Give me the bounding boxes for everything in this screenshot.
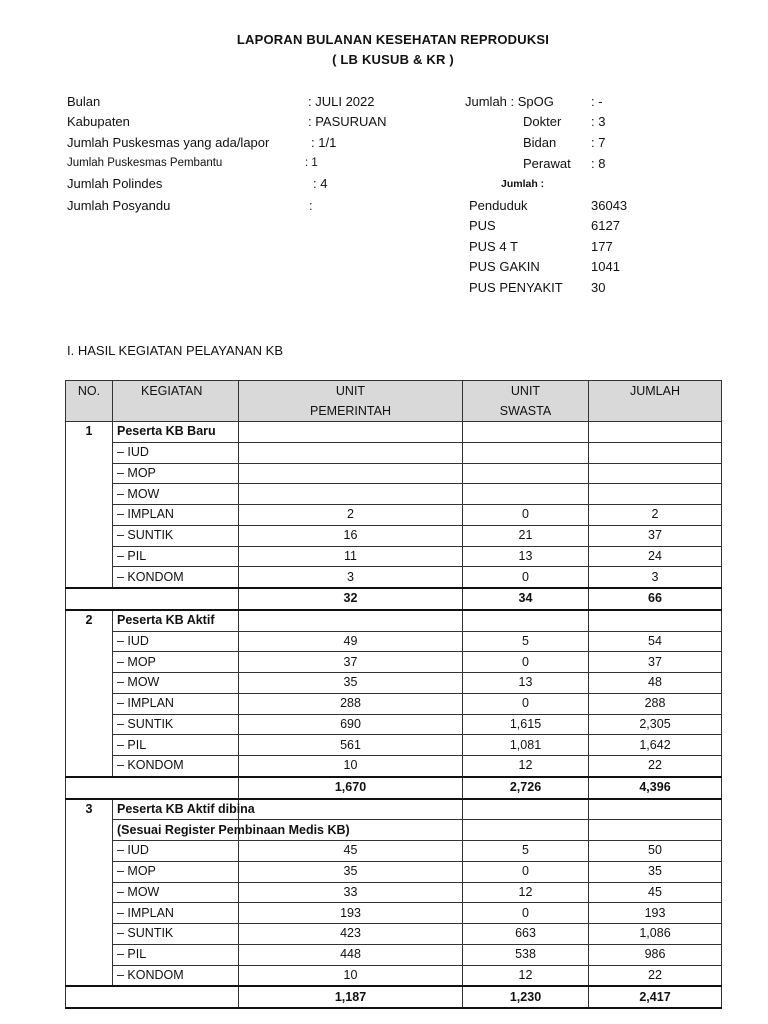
info-label-puskesmas: Jumlah Puskesmas yang ada/lapor bbox=[67, 135, 270, 150]
row-swasta: 1,081 bbox=[463, 735, 589, 756]
row-label: – MOP bbox=[113, 652, 239, 673]
pem-empty-cell bbox=[239, 799, 463, 820]
swa-empty-cell bbox=[463, 422, 589, 443]
row-swasta: 0 bbox=[463, 861, 589, 882]
row-swasta: 13 bbox=[463, 673, 589, 694]
row-swasta: 663 bbox=[463, 924, 589, 945]
table-row bbox=[66, 673, 722, 694]
header-unit-pemerintah bbox=[239, 381, 463, 422]
row-pemerintah: 10 bbox=[239, 756, 463, 777]
info-label-bulan: Bulan bbox=[67, 94, 101, 109]
swa-empty-cell bbox=[463, 610, 589, 631]
row-swasta: 538 bbox=[463, 944, 589, 965]
table-row bbox=[66, 463, 722, 484]
row-pemerintah: 35 bbox=[239, 673, 463, 694]
row-label: – IUD bbox=[113, 442, 239, 463]
kb-results-table bbox=[65, 380, 722, 1009]
table-row bbox=[66, 442, 722, 463]
pop-value-penduduk: 36043 bbox=[591, 198, 628, 213]
row-jumlah: 2 bbox=[589, 505, 722, 526]
row-jumlah: 1,642 bbox=[589, 735, 722, 756]
table-row bbox=[66, 505, 722, 526]
row-swasta: 0 bbox=[463, 903, 589, 924]
table-row bbox=[66, 525, 722, 546]
group-number: 2 bbox=[66, 610, 113, 777]
total-pemerintah: 1,187 bbox=[239, 986, 463, 1008]
row-label: – IUD bbox=[113, 841, 239, 862]
table-row bbox=[66, 546, 722, 567]
row-jumlah: 24 bbox=[589, 546, 722, 567]
group-number: 3 bbox=[66, 799, 113, 987]
info-label-polindes: Jumlah Polindes bbox=[67, 176, 163, 191]
pop-label-pus4t: PUS 4 T bbox=[469, 239, 518, 254]
info-label-pustu: Jumlah Puskesmas Pembantu bbox=[67, 157, 223, 169]
table-total-row bbox=[66, 588, 722, 610]
row-label: – SUNTIK bbox=[113, 714, 239, 735]
table-row bbox=[66, 756, 722, 777]
pop-label-penduduk: Penduduk bbox=[469, 198, 528, 213]
table-total-row bbox=[66, 986, 722, 1008]
row-pemerintah: 11 bbox=[239, 546, 463, 567]
row-label: – PIL bbox=[113, 735, 239, 756]
row-swasta: 12 bbox=[463, 882, 589, 903]
row-label: – SUNTIK bbox=[113, 525, 239, 546]
row-pemerintah: 690 bbox=[239, 714, 463, 735]
info-label-kabupaten: Kabupaten bbox=[67, 114, 130, 129]
row-label: – MOP bbox=[113, 861, 239, 882]
jumlah-heading: Jumlah : bbox=[501, 178, 545, 190]
group-title: (Sesuai Register Pembinaan Medis KB) bbox=[113, 820, 239, 841]
header-unit-swasta bbox=[463, 381, 589, 422]
total-jumlah: 2,417 bbox=[589, 986, 722, 1008]
header-unit-swasta-line2: SWASTA bbox=[499, 404, 552, 418]
total-pemerintah: 1,670 bbox=[239, 777, 463, 799]
row-pemerintah: 45 bbox=[239, 841, 463, 862]
jml-empty-cell bbox=[589, 422, 722, 443]
header-no: NO. bbox=[66, 381, 113, 422]
row-label: – PIL bbox=[113, 944, 239, 965]
swa-empty-cell bbox=[463, 820, 589, 841]
total-label-cell bbox=[66, 777, 239, 799]
row-jumlah bbox=[589, 463, 722, 484]
table-body bbox=[66, 422, 722, 1009]
table-row bbox=[66, 882, 722, 903]
section-title: I. HASIL KEGIATAN PELAYANAN KB bbox=[67, 343, 284, 358]
row-pemerintah: 448 bbox=[239, 944, 463, 965]
staff-label-bidan: Bidan bbox=[523, 135, 557, 150]
row-jumlah: 35 bbox=[589, 861, 722, 882]
row-jumlah: 50 bbox=[589, 841, 722, 862]
info-value-kabupaten: : PASURUAN bbox=[308, 114, 387, 129]
row-jumlah: 22 bbox=[589, 965, 722, 986]
staff-label-perawat: Perawat bbox=[523, 156, 571, 171]
row-label: – MOW bbox=[113, 882, 239, 903]
header-unit-pemerintah-line2: PEMERINTAH bbox=[309, 404, 392, 418]
table-row bbox=[66, 567, 722, 588]
pop-value-puspenyakit: 30 bbox=[591, 280, 606, 295]
row-label: – SUNTIK bbox=[113, 924, 239, 945]
row-jumlah: 1,086 bbox=[589, 924, 722, 945]
report-title: LAPORAN BULANAN KESEHATAN REPRODUKSI bbox=[236, 32, 550, 47]
row-swasta bbox=[463, 484, 589, 505]
total-pemerintah: 32 bbox=[239, 588, 463, 610]
jml-empty-cell bbox=[589, 820, 722, 841]
table-row bbox=[66, 944, 722, 965]
total-jumlah: 4,396 bbox=[589, 777, 722, 799]
row-pemerintah: 561 bbox=[239, 735, 463, 756]
jml-empty-cell bbox=[589, 610, 722, 631]
total-swasta: 2,726 bbox=[463, 777, 589, 799]
table-group-title-row bbox=[66, 799, 722, 820]
pem-empty-cell bbox=[239, 422, 463, 443]
row-pemerintah: 193 bbox=[239, 903, 463, 924]
row-pemerintah: 423 bbox=[239, 924, 463, 945]
swa-empty-cell bbox=[463, 799, 589, 820]
table-row bbox=[66, 652, 722, 673]
row-swasta: 0 bbox=[463, 693, 589, 714]
pop-value-pus: 6127 bbox=[591, 218, 620, 233]
table-header-row bbox=[66, 381, 722, 422]
group-title: Peserta KB Aktif dibina bbox=[113, 799, 239, 820]
total-label-cell bbox=[66, 986, 239, 1008]
group-number: 1 bbox=[66, 422, 113, 589]
row-label: – IMPLAN bbox=[113, 903, 239, 924]
row-pemerintah: 33 bbox=[239, 882, 463, 903]
table-total-row bbox=[66, 777, 722, 799]
row-label: – MOW bbox=[113, 484, 239, 505]
group-title: Peserta KB Baru bbox=[113, 422, 239, 443]
info-value-puskesmas: : 1/1 bbox=[311, 135, 337, 150]
group-title: Peserta KB Aktif bbox=[113, 610, 239, 631]
row-jumlah bbox=[589, 442, 722, 463]
row-pemerintah: 288 bbox=[239, 693, 463, 714]
table-row bbox=[66, 841, 722, 862]
row-swasta: 12 bbox=[463, 965, 589, 986]
row-label: – IMPLAN bbox=[113, 693, 239, 714]
row-jumlah: 193 bbox=[589, 903, 722, 924]
row-swasta: 12 bbox=[463, 756, 589, 777]
table-row bbox=[66, 903, 722, 924]
row-swasta: 0 bbox=[463, 567, 589, 588]
row-swasta: 1,615 bbox=[463, 714, 589, 735]
table-row bbox=[66, 965, 722, 986]
staff-value-spog: : - bbox=[591, 94, 603, 109]
row-jumlah: 986 bbox=[589, 944, 722, 965]
row-swasta bbox=[463, 463, 589, 484]
row-jumlah: 22 bbox=[589, 756, 722, 777]
table-group-title-row bbox=[66, 422, 722, 443]
row-jumlah bbox=[589, 484, 722, 505]
row-pemerintah bbox=[239, 442, 463, 463]
table-row bbox=[66, 484, 722, 505]
row-label: – KONDOM bbox=[113, 756, 239, 777]
table-group-title-row bbox=[66, 820, 722, 841]
row-label: – KONDOM bbox=[113, 567, 239, 588]
staff-value-bidan: : 7 bbox=[591, 135, 606, 150]
info-value-polindes: : 4 bbox=[313, 176, 328, 191]
pop-label-puspenyakit: PUS PENYAKIT bbox=[469, 280, 563, 295]
row-swasta: 0 bbox=[463, 505, 589, 526]
row-jumlah: 45 bbox=[589, 882, 722, 903]
row-jumlah: 54 bbox=[589, 631, 722, 652]
row-swasta: 21 bbox=[463, 525, 589, 546]
row-pemerintah: 49 bbox=[239, 631, 463, 652]
row-label: – MOP bbox=[113, 463, 239, 484]
jml-empty-cell bbox=[589, 799, 722, 820]
pop-value-pusgakin: 1041 bbox=[591, 259, 620, 274]
pop-value-pus4t: 177 bbox=[591, 239, 613, 254]
staff-label-dokter: Dokter bbox=[523, 114, 562, 129]
row-label: – MOW bbox=[113, 673, 239, 694]
header-kegiatan: KEGIATAN bbox=[113, 381, 239, 422]
row-pemerintah bbox=[239, 484, 463, 505]
row-label: – IMPLAN bbox=[113, 505, 239, 526]
row-label: – PIL bbox=[113, 546, 239, 567]
staff-value-dokter: : 3 bbox=[591, 114, 606, 129]
row-jumlah: 3 bbox=[589, 567, 722, 588]
pop-label-pus: PUS bbox=[469, 218, 496, 233]
table-row bbox=[66, 631, 722, 652]
table-row bbox=[66, 735, 722, 756]
row-jumlah: 288 bbox=[589, 693, 722, 714]
info-label-posyandu: Jumlah Posyandu bbox=[67, 198, 171, 213]
total-swasta: 1,230 bbox=[463, 986, 589, 1008]
row-pemerintah bbox=[239, 463, 463, 484]
row-pemerintah: 35 bbox=[239, 861, 463, 882]
table-row bbox=[66, 693, 722, 714]
info-value-pustu: : 1 bbox=[305, 157, 318, 169]
pem-empty-cell bbox=[239, 610, 463, 631]
pop-label-pusgakin: PUS GAKIN bbox=[469, 259, 540, 274]
row-pemerintah: 16 bbox=[239, 525, 463, 546]
info-value-posyandu: : bbox=[309, 198, 313, 213]
row-jumlah: 48 bbox=[589, 673, 722, 694]
row-swasta: 13 bbox=[463, 546, 589, 567]
row-pemerintah: 3 bbox=[239, 567, 463, 588]
row-label: – IUD bbox=[113, 631, 239, 652]
report-subtitle: ( LB KUSUB & KR ) bbox=[332, 52, 454, 67]
row-jumlah: 2,305 bbox=[589, 714, 722, 735]
row-pemerintah: 37 bbox=[239, 652, 463, 673]
row-swasta: 5 bbox=[463, 631, 589, 652]
total-swasta: 34 bbox=[463, 588, 589, 610]
staff-value-perawat: : 8 bbox=[591, 156, 606, 171]
total-label-cell bbox=[66, 588, 239, 610]
staff-label-spog: Jumlah : SpOG bbox=[465, 94, 554, 109]
table-row bbox=[66, 714, 722, 735]
row-swasta: 0 bbox=[463, 652, 589, 673]
row-pemerintah: 2 bbox=[239, 505, 463, 526]
row-jumlah: 37 bbox=[589, 525, 722, 546]
row-swasta: 5 bbox=[463, 841, 589, 862]
table-group-title-row bbox=[66, 610, 722, 631]
table-row bbox=[66, 924, 722, 945]
total-jumlah: 66 bbox=[589, 588, 722, 610]
row-pemerintah: 10 bbox=[239, 965, 463, 986]
header-unit-pemerintah-line1: UNIT bbox=[335, 384, 366, 398]
header-jumlah: JUMLAH bbox=[589, 381, 722, 422]
info-value-bulan: : JULI 2022 bbox=[308, 94, 375, 109]
table-row bbox=[66, 861, 722, 882]
row-jumlah: 37 bbox=[589, 652, 722, 673]
header-unit-swasta-line1: UNIT bbox=[510, 384, 541, 398]
row-swasta bbox=[463, 442, 589, 463]
row-label: – KONDOM bbox=[113, 965, 239, 986]
